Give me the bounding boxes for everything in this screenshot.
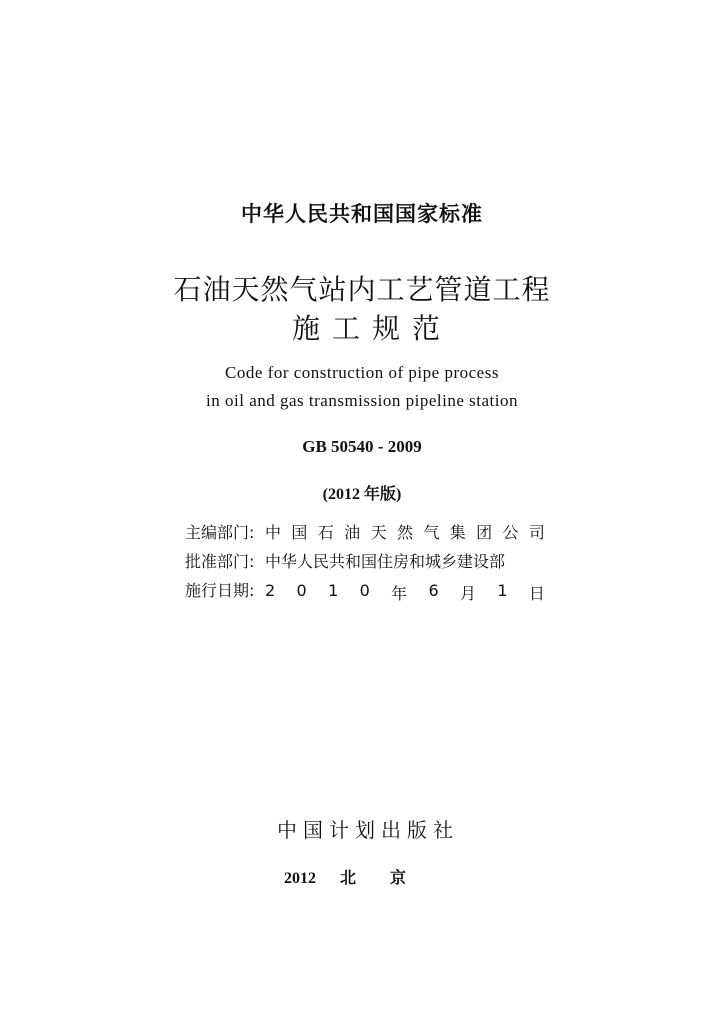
date-char: 1: [497, 581, 508, 600]
editor-value: [265, 520, 545, 543]
date-char: 日: [528, 584, 545, 603]
date-char: 0: [296, 581, 307, 600]
title-cn-line1: 石油天然气站内工艺管道工程: [173, 273, 551, 306]
publication-place: [0, 865, 724, 888]
editor-char: 团: [476, 523, 493, 542]
standard-category: 中华人民共和国国家标准: [241, 202, 483, 226]
editor-char: 司: [528, 523, 545, 542]
title-cn-line2: 施工规范: [291, 312, 452, 345]
editor-char: 公: [502, 523, 519, 542]
publisher: 中国计划出版社: [277, 818, 459, 842]
date-char: 2: [265, 581, 276, 600]
title-en-line2: in oil and gas transmission pipeline station: [206, 391, 518, 410]
editor-char: 然: [396, 523, 413, 542]
editor-char: 气: [423, 523, 440, 542]
editor-char: 集: [449, 523, 466, 542]
editor-label: 主编部门:: [185, 523, 255, 542]
publication-city: 北京: [339, 870, 440, 887]
effective-date-value: [265, 581, 545, 604]
editor-char: 中: [265, 523, 282, 542]
editor-char: 国: [291, 523, 308, 542]
date-char: 月: [460, 584, 477, 603]
title-en-line1: Code for construction of pipe process: [225, 363, 499, 382]
approver-label: 批准部门:: [185, 552, 255, 571]
editor-char: 天: [370, 523, 387, 542]
editor-row: [185, 520, 545, 543]
approver-value: 中华人民共和国住房和城乡建设部: [265, 552, 506, 571]
date-char: 6: [428, 581, 439, 600]
publication-year: 2012: [283, 870, 316, 887]
effective-date-row: [185, 578, 545, 604]
editor-char: 石: [317, 523, 334, 542]
date-char: 1: [328, 581, 339, 600]
standard-code: GB 50540 - 2009: [302, 437, 422, 456]
date-char: 0: [359, 581, 370, 600]
effective-date-label: 施行日期:: [185, 581, 255, 600]
approver-row: [185, 549, 545, 572]
edition: (2012 年版): [322, 486, 402, 503]
editor-char: 油: [344, 523, 361, 542]
date-char: 年: [391, 584, 408, 603]
